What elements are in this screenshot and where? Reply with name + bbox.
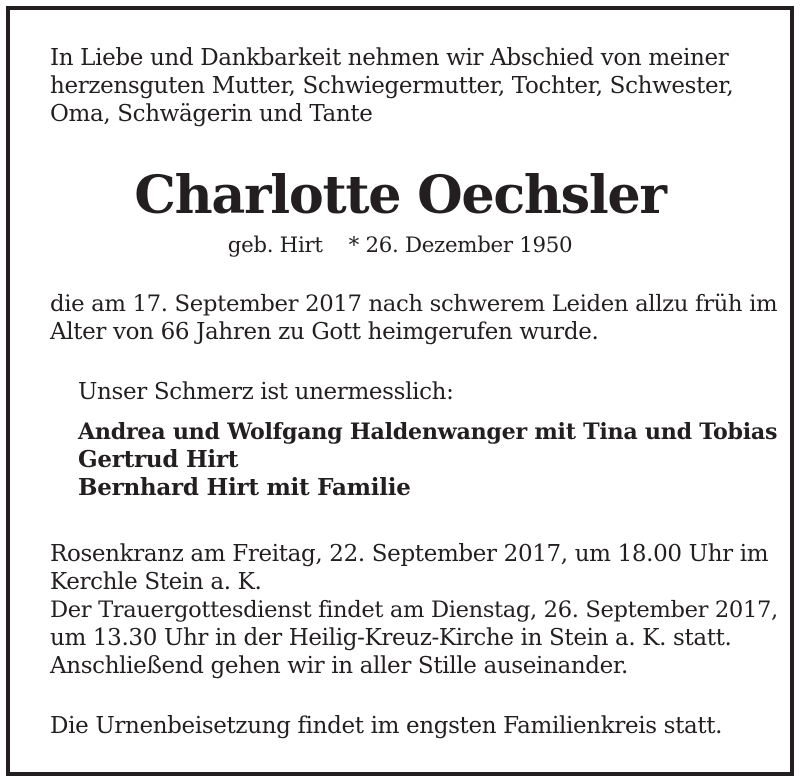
service-line-1: Rosenkranz am Freitag, 22. September 2017, um 18.00 Uhr im	[50, 541, 769, 567]
burial-line: Die Urnenbeisetzung findet im engsten Familienkreis statt.	[50, 713, 723, 739]
maiden-name: geb. Hirt	[227, 233, 323, 258]
mourner-name: Andrea und Wolfgang Haldenwanger mit Tina und Tobias	[78, 419, 778, 445]
service-line-3: Der Trauergottesdienst findet am Dienstag, 26. September 2017,	[50, 597, 778, 623]
death-line-2: Alter von 66 Jahren zu Gott heimgerufen wurde.	[50, 319, 599, 345]
service-line-2: Kerchle Stein a. K.	[50, 569, 262, 595]
birth-info	[10, 232, 790, 260]
birth-date: * 26. Dezember 1950	[348, 233, 573, 258]
deceased-name: Charlotte Oechsler	[134, 165, 666, 226]
obituary-notice	[6, 6, 794, 776]
service-line-4: um 13.30 Uhr in der Heilig-Kreuz-Kirche in Stein a. K. statt.	[50, 625, 732, 651]
service-line-5: Anschließend gehen wir in aller Stille auseinander.	[50, 653, 629, 679]
mourners-heading: Unser Schmerz ist unermesslich:	[78, 379, 454, 405]
death-line-1: die am 17. September 2017 nach schwerem Leiden allzu früh im	[50, 291, 778, 317]
mourner-name: Gertrud Hirt	[78, 446, 239, 473]
obituary-content	[10, 10, 790, 772]
intro-line-1: In Liebe und Dankbarkeit nehmen wir Abschied von meiner	[50, 45, 729, 71]
intro-line-2: herzensguten Mutter, Schwiegermutter, Tochter, Schwester,	[50, 73, 734, 99]
mourner-name: Bernhard Hirt mit Familie	[78, 474, 411, 501]
intro-line-3: Oma, Schwägerin und Tante	[50, 101, 373, 127]
